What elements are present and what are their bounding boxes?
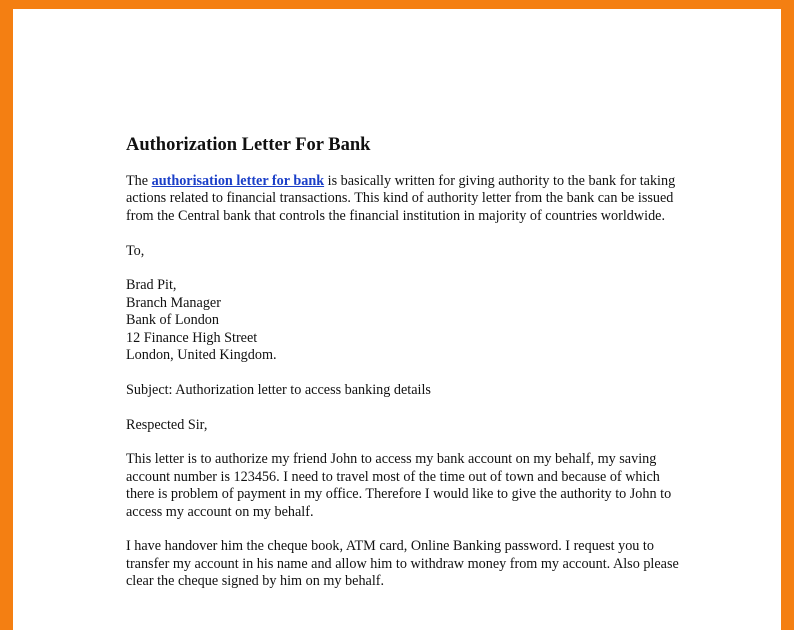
salutation-to: To, — [126, 242, 145, 259]
subject-line: Subject: Authorization letter to access banking details — [126, 381, 431, 398]
address-line-street: 12 Finance High Street — [126, 329, 258, 346]
body-paragraph: This letter is to authorize my friend John to access my bank account on my behalf, my saving account number is 123456. I need to travel most of the time out of town and because of which there is problem of payment in my office. Therefore I would like to give the authority to John to access my account on my behalf. — [126, 451, 672, 520]
body-paragraph: I have handover him the cheque book, ATM card, Online Banking password. I request you to transfer my account in his name and allow him to withdraw money from my account. Also please clear the cheque signed by him on my behalf. — [126, 538, 679, 590]
intro-paragraph — [126, 173, 686, 225]
address-line-title: Branch Manager — [126, 294, 221, 311]
letter-content — [126, 134, 686, 608]
greeting: Respected Sir, — [126, 416, 208, 433]
document-title: Authorization Letter For Bank — [126, 135, 371, 155]
intro-text-start: The — [126, 173, 152, 189]
intro-text-end: is basically written for giving authority to the bank for taking actions related to financial transactions. This kind of authority letter from the bank can be issued from the Central bank that controls the financial institution in majority of countries worldwide. — [126, 173, 676, 224]
document-page — [13, 9, 781, 630]
address-line-city: London, United Kingdom. — [126, 347, 277, 364]
address-line-name: Brad Pit, — [126, 277, 177, 294]
address-line-bank: Bank of London — [126, 312, 219, 329]
recipient-address — [126, 277, 686, 364]
authorisation-letter-link[interactable]: authorisation letter for bank — [151, 173, 325, 189]
